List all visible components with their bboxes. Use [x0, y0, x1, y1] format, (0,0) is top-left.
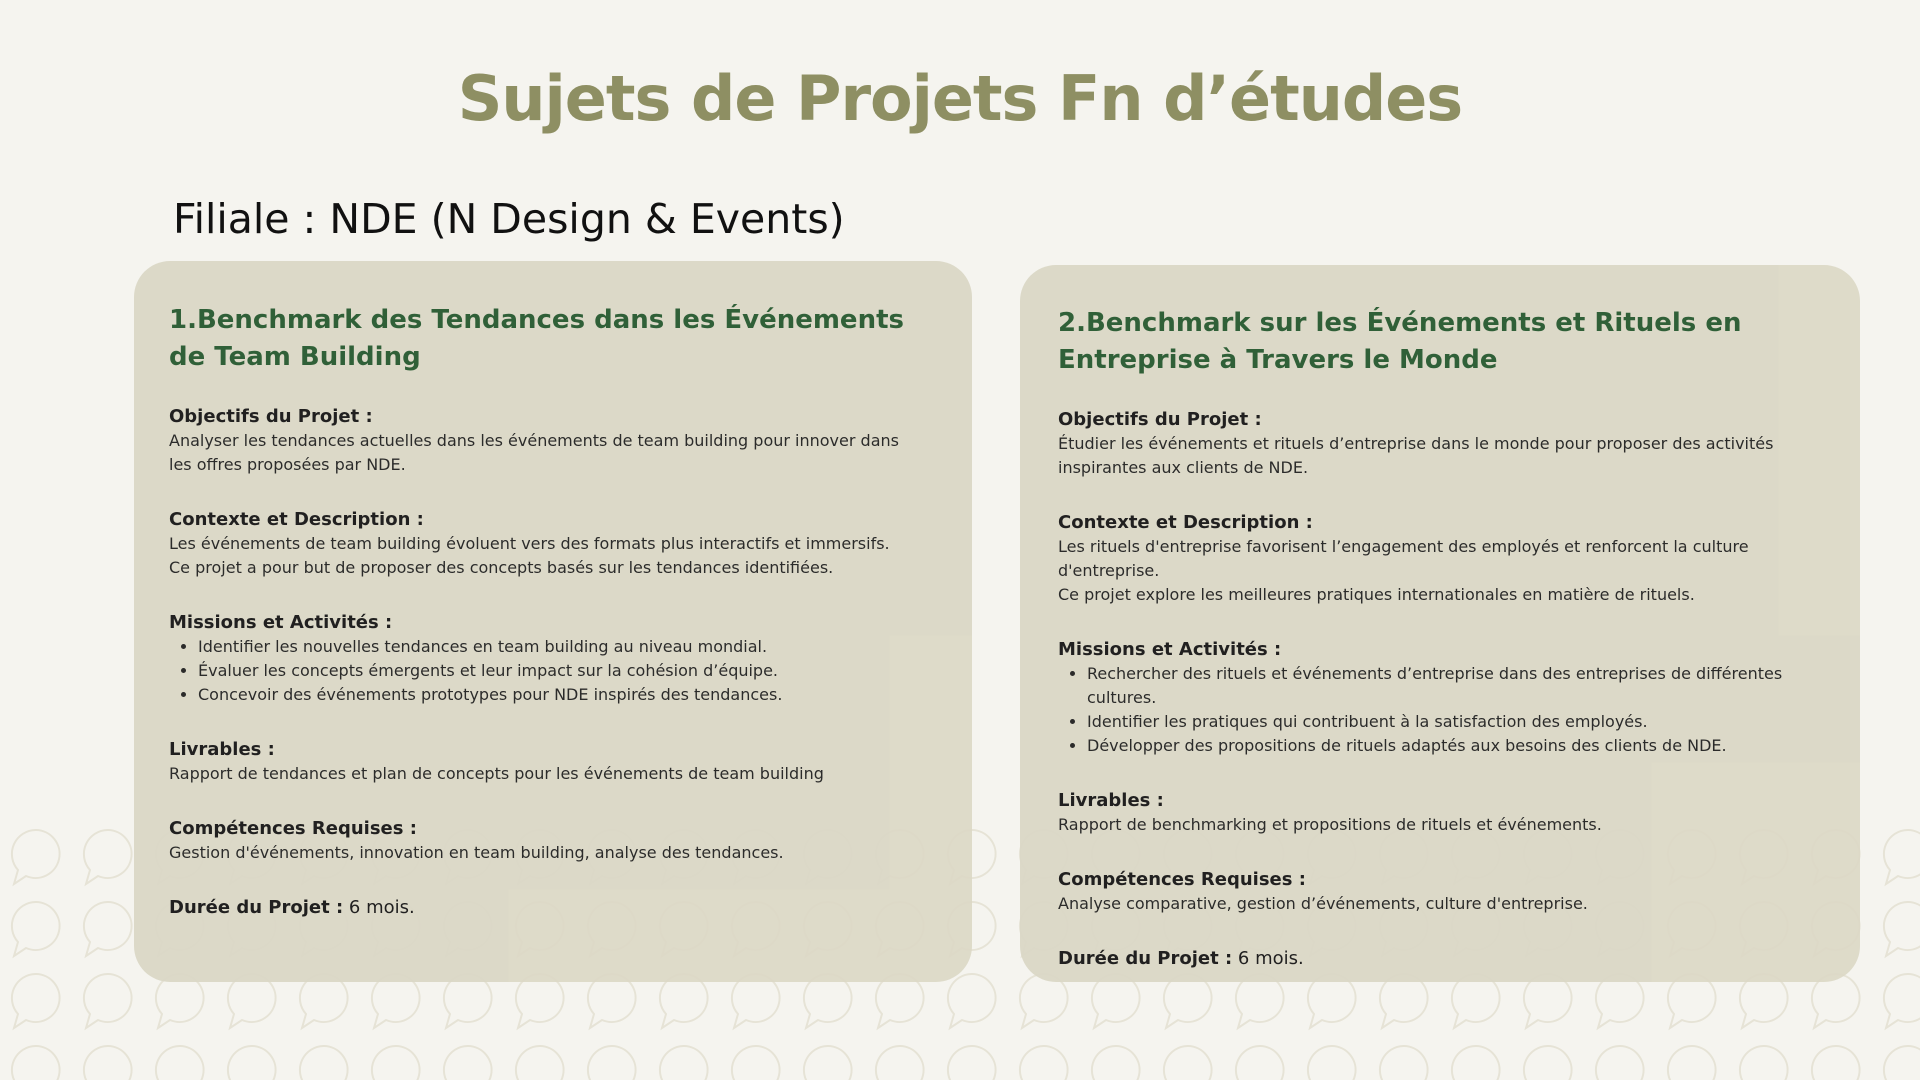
context-section [169, 507, 936, 580]
duration-label: Durée du Projet : [1058, 948, 1233, 969]
missions-label: Missions et Activités : [1058, 639, 1282, 660]
mission-item: • Rechercher des rituels et événements d’entreprise dans des entreprises de différentes cultures. [1087, 662, 1824, 710]
context-line: d'entreprise. [1058, 561, 1160, 580]
missions-section [169, 610, 936, 707]
context-section [1058, 510, 1824, 607]
context-label: Contexte et Description : [169, 509, 424, 530]
project-card-1 [134, 261, 972, 982]
mission-item: • Concevoir des événements prototypes pour NDE inspirés des tendances. [198, 683, 936, 707]
context-line: Ce projet explore les meilleures pratiques internationales en matière de rituels. [1058, 585, 1695, 604]
page-title: Sujets de Projets Fn d’études [457, 62, 1463, 135]
objectives-line: Analyser les tendances actuelles dans les événements de team building pour innover dans [169, 431, 899, 450]
objectives-line: les offres proposées par NDE. [169, 455, 406, 474]
project-card-2 [1020, 265, 1860, 982]
duration-line [1058, 946, 1824, 971]
objectives-label: Objectifs du Projet : [1058, 409, 1262, 430]
skills-label: Compétences Requises : [169, 818, 417, 839]
missions-section [1058, 637, 1824, 758]
skills-label: Compétences Requises : [1058, 869, 1306, 890]
duration-line [169, 895, 936, 920]
deliverables-text: Rapport de tendances et plan de concepts pour les événements de team building [169, 764, 824, 783]
mission-item: • Développer des propositions de rituels adaptés aux besoins des clients de NDE. [1087, 734, 1824, 758]
context-line: Ce projet a pour but de proposer des concepts basés sur les tendances identifiées. [169, 558, 834, 577]
context-label: Contexte et Description : [1058, 512, 1313, 533]
deliverables-section [1058, 788, 1824, 837]
project-title: 1.Benchmark des Tendances dans les Événements de Team Building [169, 305, 904, 372]
deliverables-text: Rapport de benchmarking et propositions de rituels et événements. [1058, 815, 1602, 834]
objectives-line: inspirantes aux clients de NDE. [1058, 458, 1309, 477]
deliverables-label: Livrables : [169, 739, 275, 760]
objectives-line: Étudier les événements et rituels d’entreprise dans le monde pour proposer des activités [1058, 434, 1774, 453]
mission-item: • Évaluer les concepts émergents et leur impact sur la cohésion d’équipe. [198, 659, 936, 683]
missions-list [1058, 662, 1824, 758]
deliverables-label: Livrables : [1058, 790, 1164, 811]
duration-value: 6 mois. [343, 897, 415, 918]
objectives-label: Objectifs du Projet : [169, 406, 373, 427]
objectives-section [1058, 407, 1824, 480]
skills-text: Gestion d'événements, innovation en team building, analyse des tendances. [169, 843, 784, 862]
objectives-section [169, 404, 936, 477]
mission-item: • Identifier les nouvelles tendances en team building au niveau mondial. [198, 635, 936, 659]
deliverables-section [169, 737, 936, 786]
mission-item: • Identifier les pratiques qui contribuent à la satisfaction des employés. [1087, 710, 1824, 734]
duration-label: Durée du Projet : [169, 897, 344, 918]
project-title: 2.Benchmark sur les Événements et Rituels en Entreprise à Travers le Monde [1058, 308, 1742, 375]
missions-label: Missions et Activités : [169, 612, 393, 633]
context-line: Les événements de team building évoluent vers des formats plus interactifs et immersifs. [169, 534, 890, 553]
subsidiary-heading: Filiale : NDE (N Design & Events) [173, 195, 845, 243]
context-line: Les rituels d'entreprise favorisent l’engagement des employés et renforcent la culture [1058, 537, 1749, 556]
duration-value: 6 mois. [1232, 948, 1304, 969]
missions-list [169, 635, 936, 707]
skills-section [169, 816, 936, 865]
skills-text: Analyse comparative, gestion d’événements, culture d'entreprise. [1058, 894, 1588, 913]
skills-section [1058, 867, 1824, 916]
